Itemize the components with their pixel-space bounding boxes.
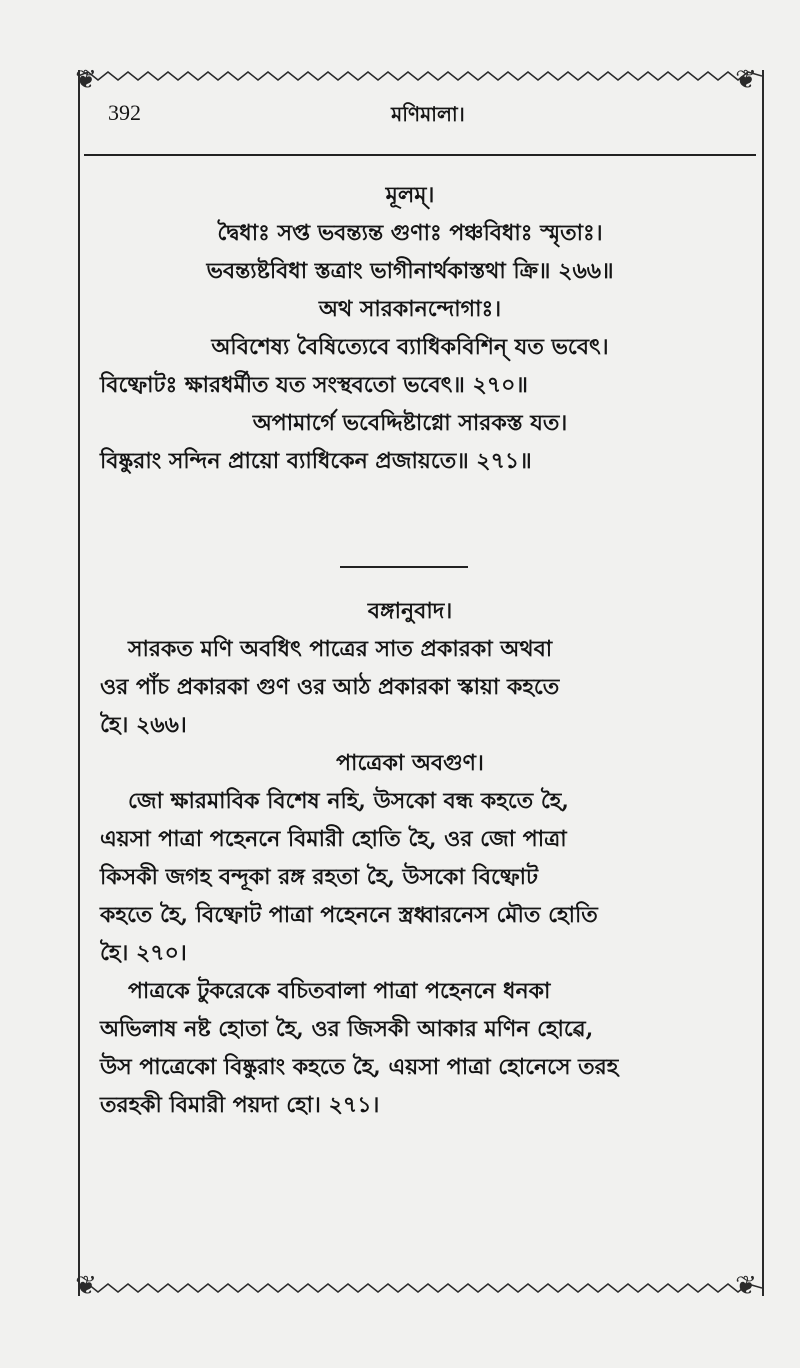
corner-ornament-icon: ❦ [735,65,757,95]
prose-line: এয়সা পাত্রা পহেননে বিমারী হোতি হৈ, ওর জো পাত্রা [100,826,567,852]
verse-line: অপামার্গে ভবেদ্দিষ্টাগ্নো সারকস্ত যত। [252,410,568,436]
prose-line: কিসকী জগহ বন্দূকা রঙ্গ রহতা হৈ, উসকো বিষ্ফোট [100,864,538,890]
verse-heading: মূলম্। [385,182,435,208]
ornamental-border-bottom [78,1282,762,1294]
header-rule [84,154,756,156]
section-heading: পাত্রেকা অবগুণ। [336,750,484,776]
corner-ornament-icon: ❦ [735,1271,757,1301]
verse-line: দ্বৈধাঃ সপ্ত ভবন্ত্যন্ত গুণাঃ পঞ্চবিধাঃ স্মৃতাঃ। [217,220,603,246]
prose-line: তরহকী বিমারী পয়দা হো। ২৭১। [100,1092,380,1118]
prose-line: সারকত মণি অবধিৎ পাত্রের সাত প্রকারকা অথবা [128,636,553,662]
verse-line: অবিশেষ্য বৈষিত্যেবে ব্যাধিকবিশিন্ যত ভবেৎ। [211,334,609,360]
corner-ornament-icon: ❦ [75,1271,97,1301]
verse-line: বিষ্কুরাং সন্দিন প্রায়ো ব্যাধিকেন প্রজায়তে॥ ২৭১॥ [100,448,532,474]
prose-line: কহতে হৈ, বিষ্ফোট পাত্রা পহেননে স্ত্রধ্বারনেস মৌত হোতি [100,902,598,928]
running-title: মণিমালা। [391,102,465,126]
verse-line: বিষ্ফোটঃ ক্ষারধর্মীত যত সংস্থবতো ভবেৎ॥ ২৭০॥ [100,372,528,398]
prose-line: জো ক্ষারমাবিক বিশেষ নহি, উসকো বন্ধ কহতে হৈ, [128,788,569,814]
section-divider [340,566,468,568]
prose-line: উস পাত্রেকো বিষ্কুরাং কহতে হৈ, এয়সা পাত্রা হোনেসে তরহ [100,1054,619,1080]
translation-block [100,592,720,1124]
verse-heading: অথ সারকানন্দোগাঃ। [318,296,502,322]
page-number: 392 [108,100,141,125]
prose-line: হৈ। ২৭০। [100,940,187,966]
section-heading: বঙ্গানুবাদ। [367,598,453,624]
prose-line: ওর পাঁচ প্রকারকা গুণ ওর আঠ প্রকারকা স্কায়া কহতে [100,674,560,700]
verse-block [100,176,720,480]
prose-line: হৈ। ২৬৬। [100,712,187,738]
verse-line: ভবন্ত্যষ্টবিধা স্তত্রাং ভাগীনার্থকাস্তথা ক্রি॥ ২৬৬॥ [206,258,614,284]
prose-line: অভিলাষ নষ্ট হোতা হৈ, ওর জিসকী আকার মণিন হোৱে, [100,1016,594,1042]
prose-line: পাত্রকে টুকরেকে বচিতবালা পাত্রা পহেননে ধনকা [128,978,551,1004]
corner-ornament-icon: ❦ [75,65,97,95]
page-header [108,100,748,130]
ornamental-border-top [78,70,762,82]
